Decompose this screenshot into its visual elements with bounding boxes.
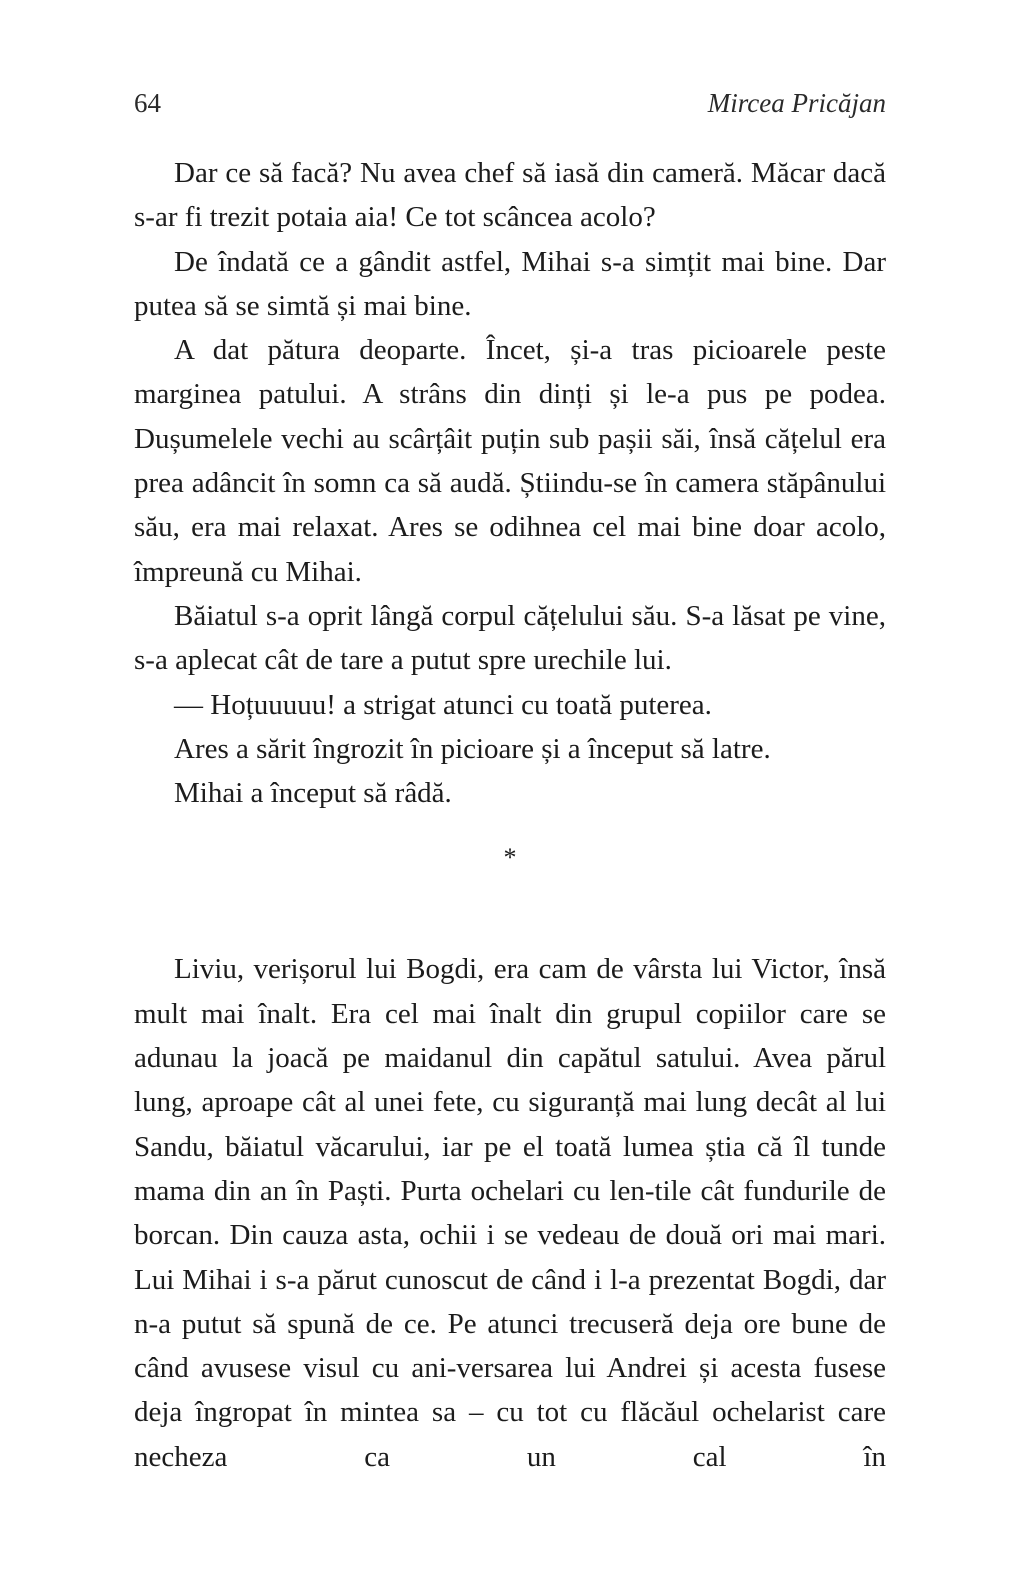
paragraph-4: Băiatul s-a oprit lângă corpul cățelului său. S-a lăsat pe vine, s-a aplecat cât de tare a putut spre urechile lui. [134,599,886,677]
paragraph-6: Ares a sărit îngrozit în picioare și a început să latre. [174,732,771,765]
separator-asterisk: * [503,843,517,873]
page-number: 64 [134,88,161,118]
paragraph-5: — Hoțuuuuu! a strigat atunci cu toată puterea. [174,688,712,721]
body-text [134,151,886,1479]
paragraph-3: A dat pătura deoparte. Încet, și-a tras picioarele peste marginea patului. A strâns din dinți și le-a pus pe podea. Dușumelele vechi au scârțâit puțin sub pașii săi, însă cățelul era prea adâncit în somn ca să audă. Știindu-se în camera stăpânului său, era mai relaxat. Ares se odihnea cel mai bine doar acolo, împreună cu Mihai. [134,334,886,588]
running-head-author: Mircea Pricăjan [707,88,886,118]
section-separator [134,815,886,947]
paragraph-2: De îndată ce a gândit astfel, Mihai s-a simțit mai bine. Dar putea să se simtă și mai bine. [134,245,886,322]
paragraph-7: Mihai a început să râdă. [174,777,452,810]
paragraph-1: Dar ce să facă? Nu avea chef să iasă din cameră. Măcar dacă s-ar fi trezit potaia aia! Ce tot scâncea acolo? [134,157,886,234]
page-header [134,88,886,128]
paragraph-8: Liviu, verișorul lui Bogdi, era cam de vârsta lui Victor, însă mult mai înalt. Era cel mai înalt din grupul copiilor care se adunau la joacă pe maidanul din capătul satului. Avea părul lung, aproape cât al unei fete, cu siguranță mai lung decât al lui Sandu, băiatul văcarului, iar pe el toată lumea știa că îl tunde mama din an în Paști. Purta ochelari cu len-tile cât fundurile de borcan. Din cauza asta, ochii i se vedeau de două ori mai mari. Lui Mihai i s-a părut cunoscut de când i l-a prezentat Bogdi, dar n-a putut să spună de ce. Pe atunci trecuseră deja ore bune de când avusese visul cu ani-versarea lui Andrei și acesta fusese deja îngropat în mintea sa – cu tot cu flăcăul ochelarist care necheza ca un cal în [134,953,886,1473]
